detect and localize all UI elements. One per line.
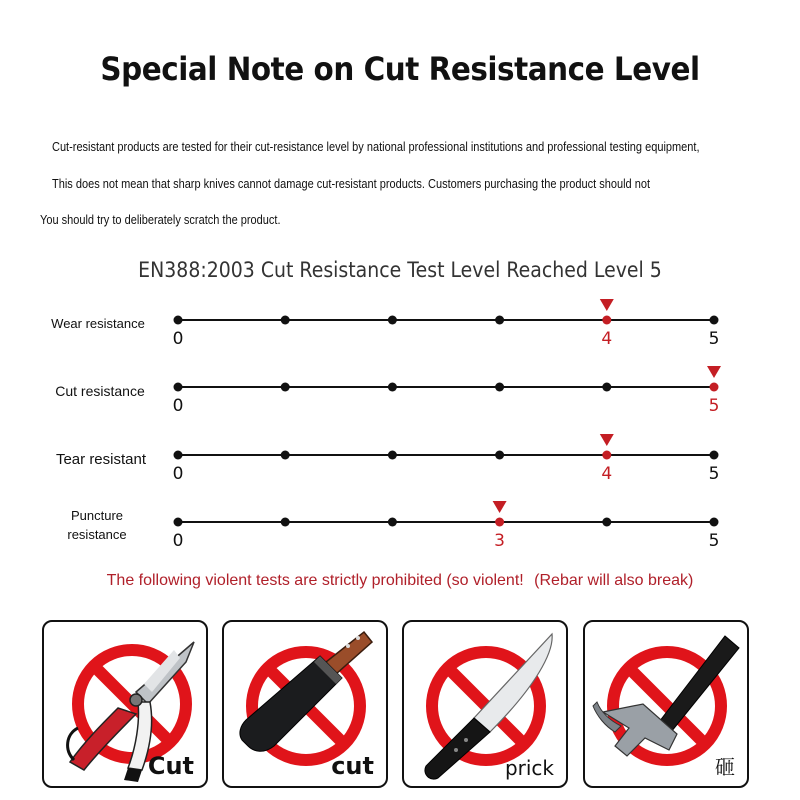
level-marker-icon (600, 299, 614, 311)
warning-aside-text: (Rebar will also break) (534, 572, 694, 589)
scale-dot (174, 451, 183, 460)
scale-min-label: 0 (172, 464, 184, 484)
scale-max-label: 5 (708, 464, 720, 484)
scale-level-label: 4 (601, 329, 613, 349)
scale-dot (388, 316, 397, 325)
notice-line-1: Cut-resistant products are tested for their cut-resistance level by national professional institutions and professional testing equipment, (52, 140, 700, 154)
scale-dot (281, 383, 290, 392)
scale-dot (495, 451, 504, 460)
scale-dot (281, 316, 290, 325)
prohibited-tests-warning (0, 572, 800, 590)
scale-dot (602, 518, 611, 527)
scale-dot (174, 383, 183, 392)
rating-scale-cut (173, 366, 721, 416)
rating-label-wear: Wear resistance (51, 316, 145, 331)
page-title: Special Note on Cut Resistance Level (100, 50, 700, 88)
scale-level-label: 3 (494, 531, 506, 551)
scale-max-label: 5 (708, 329, 720, 349)
prohibited-test-cut-shears (42, 620, 208, 788)
prohibited-test-cut-cleaver (222, 620, 388, 788)
scale-dot (602, 383, 611, 392)
scale-dot (710, 518, 719, 527)
scale-dot (388, 383, 397, 392)
scale-dot (281, 451, 290, 460)
scale-dot (710, 316, 719, 325)
scale-level-dot (602, 316, 611, 325)
rating-scale-puncture (173, 501, 720, 551)
rating-label-puncture: Puncture resistance (67, 508, 127, 542)
level-marker-icon (493, 501, 507, 513)
scale-dot (388, 518, 397, 527)
scale-min-label: 0 (172, 396, 184, 416)
scale-level-label: 4 (601, 464, 613, 484)
scale-level-dot (602, 451, 611, 460)
scale-max-label: 5 (708, 531, 720, 551)
scale-dot (495, 316, 504, 325)
warning-main-text: The following violent tests are strictly prohibited (so violent! (106, 572, 524, 589)
scale-dot (281, 518, 290, 527)
scale-dot (495, 383, 504, 392)
scale-dot (710, 451, 719, 460)
level-marker-icon (600, 434, 614, 446)
tile-label-cut: Cut (147, 752, 194, 780)
notice-line-2: This does not mean that sharp knives cannot damage cut-resistant products. Customers purchasing the product should not (52, 177, 651, 191)
rating-label-cut: Cut resistance (55, 383, 145, 399)
scale-min-label: 0 (172, 329, 184, 349)
prohibited-test-smash (583, 620, 749, 788)
rating-scale-wear (173, 299, 720, 349)
tile-label-cut-2: cut (331, 752, 374, 780)
tile-label-prick: prick (504, 756, 554, 780)
scale-dot (388, 451, 397, 460)
notice-line-3: You should try to deliberately scratch the product. (40, 213, 281, 227)
scale-level-label: 5 (708, 396, 720, 416)
scale-dot (174, 518, 183, 527)
test-level-heading: EN388:2003 Cut Resistance Test Level Reached Level 5 (138, 258, 662, 282)
scale-min-label: 0 (172, 531, 184, 551)
tile-label-smash: 砸 (715, 755, 735, 779)
scale-dot (174, 316, 183, 325)
rating-scale-tear (173, 434, 720, 484)
prohibited-test-prick (402, 620, 568, 788)
level-marker-icon (707, 366, 721, 378)
rating-label-tear: Tear resistant (55, 451, 147, 468)
scale-level-dot (495, 518, 504, 527)
scale-level-dot (710, 383, 719, 392)
